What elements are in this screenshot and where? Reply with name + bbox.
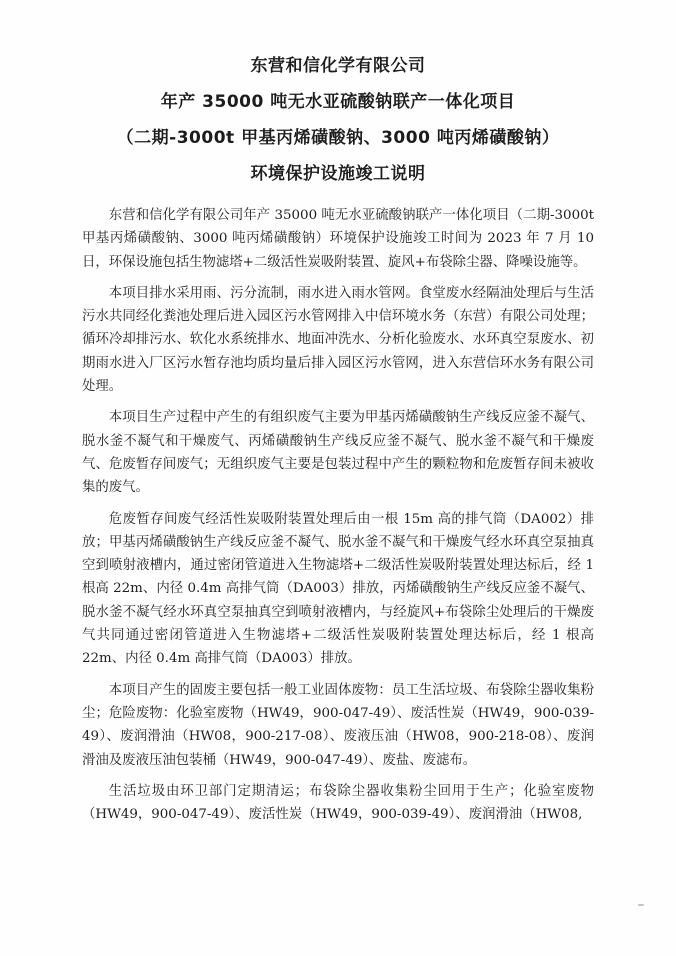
company-name-title: 东营和信化学有限公司 — [250, 56, 426, 76]
paragraph-completion-date: 东营和信化学有限公司年产 35000 吨无水亚硫酸钠联产一体化项目（二期-3000t 甲基丙烯磺酸钠、3000 吨丙烯磺酸钠）环境保护设施竣工时间为 2023 年 7 月 10 日，环保设施包括生物滤塔+二级活性炭吸附装置、旋风+布袋除尘器、降噪设施等。 — [82, 208, 594, 270]
paragraph-wastewater: 本项目排水采用雨、污分流制，雨水进入雨水管网。食堂废水经隔油处理后与生活污水共同经化粪池处理后进入园区污水管网排入中信环境水务（东营）有限公司处理；循环冷却排污水、软化水系统排水、地面冲洗水、分析化验废水、水环真空泵废水、初期雨水进入厂区污水暂存池均质均量后排入园区污水管网，进入东营信环水务有限公司处理。 — [82, 285, 594, 395]
document-heading: 环境保护设施竣工说明 — [250, 164, 426, 184]
document-title-block — [82, 48, 594, 192]
project-subtitle: （二期-3000t 甲基丙烯磺酸钠、3000 吨丙烯磺酸钠） — [116, 128, 560, 148]
paragraph-waste-disposal: 生活垃圾由环卫部门定期清运；布袋除尘器收集粉尘回用于生产；化验室废物（HW49，900-047-49）、废活性炭（HW49，900-039-49）、废润滑油（HW08, — [82, 783, 594, 823]
scan-speck — [638, 904, 644, 906]
project-title: 年产 35000 吨无水亚硫酸钠联产一体化项目 — [160, 92, 516, 112]
paragraph-solid-waste: 本项目产生的固废主要包括一般工业固体废物：员工生活垃圾、布袋除尘器收集粉尘；危险废物：化验室废物（HW49，900-047-49）、废活性炭（HW49，900-039-49）、废润滑油（HW08，900-217-08）、废液压油（HW08，900-218-08）、废润滑油及废液压油包装桶（HW49，900-047-49）、废盐、废滤布。 — [82, 682, 594, 768]
paragraph-exhaust-sources: 本项目生产过程中产生的有组织废气主要为甲基丙烯磺酸钠生产线反应釜不凝气、脱水釜不凝气和干燥废气、丙烯磺酸钠生产线反应釜不凝气、脱水釜不凝气和干燥废气、危废暂存间废气；无组织废气主要是包装过程中产生的颗粒物和危废暂存间未被收集的废气。 — [82, 410, 594, 496]
paragraph-exhaust-treatment: 危废暂存间废气经活性炭吸附装置处理后由一根 15m 高的排气筒（DA002）排放；甲基丙烯磺酸钠生产线反应釜不凝气、脱水釜不凝气和干燥废气经水环真空泵抽真空到喷射液槽内，通过密闭管道进入生物滤塔+二级活性炭吸附装置处理达标后，经 1 根高 22m、内径 0.4m 高排气筒（DA003）排放，丙烯磺酸钠生产线反应釜不凝气、脱水釜不凝气经水环真空泵抽真空到喷射液槽内，与经旋风+布袋除尘处理后的干燥废气共同通过密闭管道进入生物滤塔+二级活性炭吸附装置处理达标后，经 1 根高 22m、内径 0.4m 高排气筒（DA003）排放。 — [82, 511, 594, 667]
document-body — [82, 204, 594, 826]
